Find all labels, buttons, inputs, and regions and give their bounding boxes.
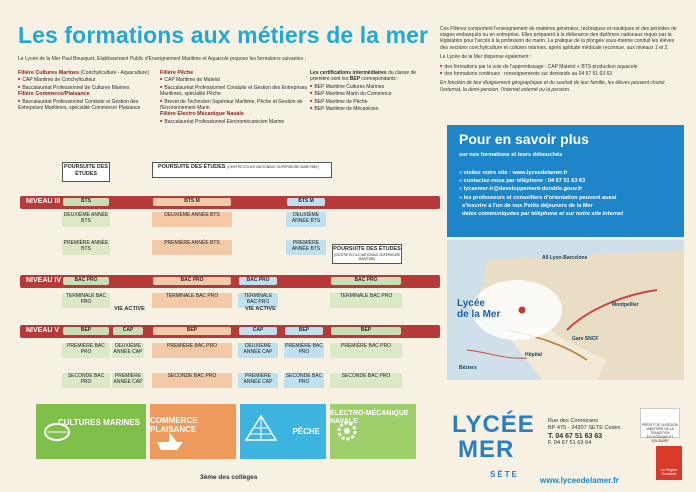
email-link[interactable]: lyceemer-lr@developpement-durable.gouv.fr	[463, 186, 583, 193]
panel-title: Pour en savoir plus	[459, 131, 589, 147]
filiere-item: ■ Brevet de Technicien Supérieur Maritime, Pêche et Gestion de l'Environnement Marin	[160, 98, 308, 112]
filiere-item: ■ Baccalauréat Professionnel de Cultures Marines	[18, 84, 153, 91]
diploma-pill: BEP	[330, 326, 402, 336]
filiere-heading: Filière Commerce/Plaisance	[18, 91, 90, 98]
vie-active-label: VIE ACTIVE	[114, 306, 145, 312]
prefet-logo: PRÉFET DE LA RÉGION MINISTÈRE DE LA TRANSITION ÉCOLOGIQUE ET SOLIDAIRE	[640, 408, 680, 438]
occitanie-logo: La Région Occitanie	[656, 446, 682, 480]
address-line: BP 475 - 34207 SETE Cedex	[548, 425, 621, 432]
filiere-heading: Filière Cultures Marines	[18, 70, 80, 76]
year-box: PREMIÈRE BAC PRO	[330, 343, 402, 358]
right-description	[440, 26, 680, 96]
year-box: PREMIÈRE ANNÉE BTS	[62, 240, 110, 255]
address-block	[548, 418, 638, 448]
panel-subtitle: sur nos formations et leurs débouchés	[459, 152, 563, 158]
info-panel	[447, 125, 684, 237]
cert-heading-4: correspondants :	[360, 76, 399, 83]
page-title: Les formations aux métiers de la mer	[18, 22, 429, 48]
diploma-pill: BTS M	[286, 197, 326, 207]
intro-text: Le Lycée de la Mer Paul Bousquet, Etablissement Public d'Enseignement Maritime et Aquacole propose les formations suivantes :	[18, 56, 306, 62]
cert-heading: Les certifications intermédiaires	[310, 70, 387, 76]
map-label-line: Lycée	[457, 298, 485, 309]
filiere-item: ■ Baccalauréat Professionnel Electromécanicien Marine	[160, 118, 308, 125]
diploma-pill: BAC PRO	[330, 276, 402, 286]
diploma-pill: BEP	[62, 326, 110, 336]
diploma-pill: BTS	[62, 197, 110, 207]
filiere-item: ■ Baccalauréat Professionnel Conduite et Gestion des Entreprises Maritimes, spécialité Pêche	[160, 84, 308, 98]
year-box: SECONDE BAC PRO	[284, 373, 324, 388]
address-line: Rue des Cormorans	[548, 418, 599, 424]
filiere-item: ■ CAP Maritime de Matelot	[160, 76, 308, 83]
diploma-pill: CAP	[112, 326, 144, 336]
diploma-pill: CAP	[238, 326, 278, 336]
year-box: TERMINALE BAC PRO	[152, 293, 232, 308]
panel-line: s'inscrire à l'un de nos Petits déjeuners de la Mer	[462, 202, 593, 209]
location-map	[447, 240, 684, 380]
year-box: SECONDE BAC PRO	[62, 373, 110, 388]
map-label-line: de la Mer	[457, 309, 501, 320]
filiere-heading: Filière Pêche	[160, 70, 194, 76]
poursuite-sub: (CENTRE ÉCOLE NATIONALE SUPÉRIEURE MARITIME)	[333, 252, 401, 261]
year-box: DEUXIÈME ANNÉE CAP	[112, 343, 144, 358]
year-box: DEUXIÈME ANNÉE BTS	[62, 212, 110, 227]
footer-site-link[interactable]: www.lyceedelamer.fr	[540, 476, 619, 485]
cert-heading-3: BEP	[349, 76, 361, 83]
address-phone: T. 04 67 51 63 63	[548, 432, 603, 440]
fishing-net-icon	[244, 414, 278, 444]
diploma-pill: BAC PRO	[62, 276, 110, 286]
connector-dot	[314, 279, 318, 283]
filiere-column-1	[18, 70, 153, 111]
year-box: SECONDE BAC PRO	[152, 373, 232, 388]
phone-contact[interactable]: contactez-nous par téléphone : 04 67 51 63 63	[463, 178, 586, 185]
filiere-item: ■ CAP Maritime de Conchyliculteur	[18, 76, 153, 83]
cert-item: ■ BEP Maritime de Mécanicien	[310, 105, 420, 112]
year-box: PREMIÈRE BAC PRO	[152, 343, 232, 358]
sector-cultures-marines	[36, 404, 146, 459]
cert-item: ■ BEP Maritime Cultures Marines	[310, 83, 420, 90]
year-box: DEUXIÈME ANNÉE BTS	[286, 212, 326, 227]
school-logo	[452, 412, 535, 462]
filiere-column-3	[310, 70, 420, 112]
sector-commerce-plaisance	[150, 404, 236, 459]
year-box: TERMINALE BAC PRO	[330, 293, 402, 308]
colleges-label: 3ème des collèges	[200, 474, 258, 481]
filiere-item: ■ Baccalauréat Professionnel Conduite et Gestion des Entreprises Maritimes, spécialité Commerce/ Plaisance	[18, 98, 153, 112]
panel-line: dates communiquées par téléphone et sur notre site internet	[462, 211, 624, 218]
desc-bullet: ■ des formations par la voie de l'apprentissage : CAP Matelot + BTS production aquacole	[440, 63, 680, 70]
level-label: NIVEAU IV	[26, 277, 62, 284]
desc-bullet: ■ des formations continues : renseignements sur demande au 04 67 51 63 63	[440, 70, 680, 77]
map-place: Béziers	[459, 365, 477, 371]
year-box: PREMIÈRE ANNÉE BTS	[152, 240, 232, 255]
panel-lines: » visitez notre site : www.lyceedelamer.fr » contactez-nous par téléphone : 04 67 51 63 63 » lyceemer-lr@developpement-durable.gouv.fr » les professeurs et conseillers d'orientation peuvent aussi s'inscrire à l'un de nos Petits déjeuners de la Mer dates communiquées par téléphone et sur notre site internet	[459, 170, 624, 218]
poursuite-box	[332, 244, 402, 264]
diploma-pill: BAC PRO	[152, 276, 232, 286]
level-label: NIVEAU III	[26, 198, 61, 205]
poursuite-title: POURSUITE DES ÉTUDES	[158, 164, 226, 170]
map-place: Gare SNCF	[572, 336, 599, 342]
filiere-column-2	[160, 70, 308, 125]
map-place: Montpellier	[612, 302, 639, 308]
year-box: TERMINALE BAC PRO	[62, 293, 110, 308]
sector-label: ÉLECTRO-MÉCANIQUE NAVALE	[330, 410, 409, 425]
sector-label: COMMERCE PLAISANCE	[150, 416, 198, 434]
panel-line: les professeurs et conseillers d'orientation peuvent aussi	[463, 194, 617, 201]
desc-paragraph: Le Lycée de la Mer dispense également :	[440, 53, 532, 60]
year-box: DEUXIÈME ANNÉE BTS	[152, 212, 232, 227]
year-box: PREMIÈRE BAC PRO	[284, 343, 324, 358]
filiere-sub: (Conchyliculture - Aquaculture)	[80, 70, 149, 76]
year-box: DEUXIÈME ANNÉE CAP	[238, 343, 278, 358]
filiere-heading: Filière Electro Mécanique Navale	[160, 111, 244, 118]
address-fax: F. 04 67 51 63 64	[548, 440, 592, 447]
map-place: Hôpital	[525, 352, 542, 358]
map-school-label	[457, 298, 500, 320]
map-place: A9 Lyon-Barcelone	[542, 255, 588, 261]
sector-label: PÊCHE	[292, 427, 320, 436]
diploma-pill: BEP	[284, 326, 324, 336]
year-box: PREMIÈRE ANNÉE CAP	[112, 373, 144, 388]
year-box: TERMINALE BAC PRO	[238, 293, 278, 308]
vie-active-label: VIE ACTIVE	[245, 306, 276, 312]
logo-line: MER	[458, 436, 515, 463]
sector-label: CULTURES MARINES	[57, 418, 140, 427]
year-box: PREMIÈRE ANNÉE BTS	[286, 240, 326, 255]
year-box: SECONDE BAC PRO	[330, 373, 402, 388]
diploma-pill: BAC PRO	[238, 276, 278, 286]
level-label: NIVEAU V	[26, 327, 60, 334]
desc-paragraph: Ces Filières comportent l'enseignement de matières générales, techniques et nautiques et des périodes de stages embarqués ou en entreprise. Elles préparent à la délivrance des diplômes nationaux requis par la législation pour l'accès à la profession de marin. La pratique de la plongée sous-marine conduit les élèves des sections conchyliculture et cultures marines, après aptitude médicale reconnue, aux niveaux 1 et 2.	[440, 26, 677, 51]
desc-paragraph: En fonction de leur éloignement géographique et du souhait de leur famille, les élèves peuvent choisir l'externat, la demi-pension, l'internat externé ou la pension.	[440, 80, 665, 93]
year-box: PREMIÈRE ANNÉE CAP	[238, 373, 278, 388]
poursuite-box: POURSUITE DES ÉTUDES	[62, 162, 110, 182]
cert-heading-2: du classe de première sont les	[310, 70, 417, 83]
logo-city: SÈTE	[490, 470, 519, 479]
cert-item: ■ BEP Maritime Marin du Commerce	[310, 90, 420, 97]
cert-item: ■ BEP Maritime de Pêche	[310, 98, 420, 105]
diploma-pill: BTS M	[152, 197, 232, 207]
year-box: PREMIÈRE BAC PRO	[62, 343, 110, 358]
logo-line: LYCÉE	[452, 411, 535, 438]
sector-electromecanique	[330, 404, 416, 459]
site-link[interactable]: visitez notre site : www.lyceedelamer.fr	[463, 170, 568, 176]
poursuite-title: POURSUITE DES ÉTUDES	[333, 246, 401, 252]
diploma-pill: BEP	[152, 326, 232, 336]
poursuite-sub: (CENTRE ÉCOLE NATIONALE SUPÉRIEURE MARITIME)	[226, 165, 319, 169]
poursuite-box	[152, 162, 332, 178]
sector-peche	[240, 404, 326, 459]
